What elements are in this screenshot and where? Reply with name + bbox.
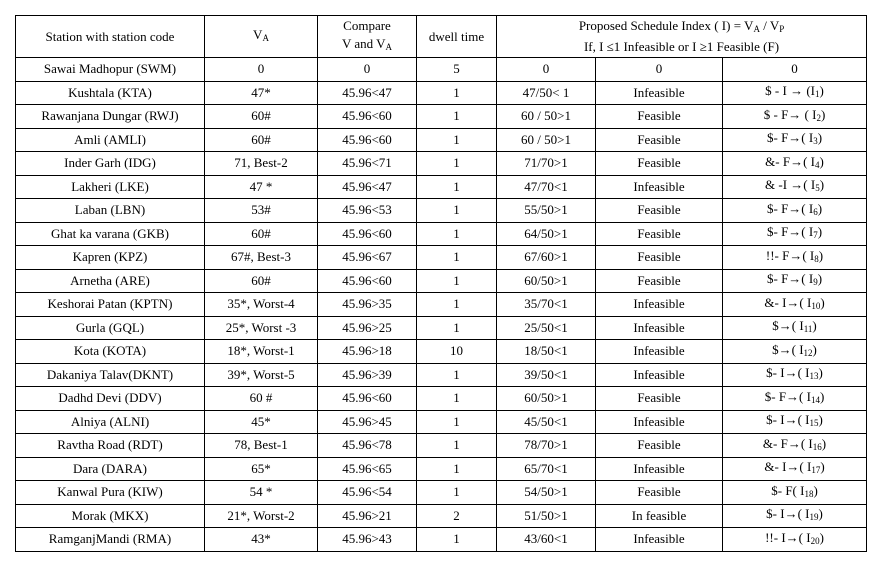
result-cell: Feasible — [596, 481, 723, 505]
symbol-subscript: 12 — [803, 347, 813, 358]
index-cell: 60 / 50>1 — [497, 128, 596, 152]
result-cell: Feasible — [596, 222, 723, 246]
va-cell: 60# — [205, 269, 318, 293]
table-row — [16, 199, 867, 223]
symbol-cell — [723, 340, 867, 364]
symbol-cell — [723, 481, 867, 505]
symbol-close-paren: ) — [817, 224, 823, 240]
station-cell: Laban (LBN) — [16, 199, 205, 223]
symbol-subscript: 5 — [815, 183, 820, 194]
result-cell: Infeasible — [596, 457, 723, 481]
dwell-cell: 1 — [417, 481, 497, 505]
symbol-subscript: 4 — [815, 159, 820, 170]
va-cell: 71, Best-2 — [205, 152, 318, 176]
symbol-text: $- F→( I — [764, 388, 811, 404]
table-row — [16, 105, 867, 129]
header-schedule-index: Proposed Schedule Index ( $I) = V_A / V_P$ If, I ≤1 Infeasible or I ≥1 Feasible (F) — [497, 16, 867, 58]
header-row — [16, 16, 867, 58]
dwell-cell: 10 — [417, 340, 497, 364]
symbol-subscript: 16 — [812, 441, 822, 452]
table-row — [16, 481, 867, 505]
symbol-subscript: 19 — [809, 512, 819, 523]
index-cell: 60 / 50>1 — [497, 105, 596, 129]
dwell-cell: 1 — [417, 434, 497, 458]
symbol-text: $- I→( I — [766, 412, 810, 428]
compare-cell: 0 — [318, 58, 417, 82]
index-cell: 39/50<1 — [497, 363, 596, 387]
compare-cell: 45.96<47 — [318, 175, 417, 199]
table-row — [16, 222, 867, 246]
symbol-text: $ - I → (I — [765, 83, 815, 99]
symbol-close-paren: ) — [812, 341, 817, 357]
index-cell: 43/60<1 — [497, 528, 596, 552]
va-cell: 67#, Best-3 — [205, 246, 318, 270]
index-cell: 78/70>1 — [497, 434, 596, 458]
result-cell: Feasible — [596, 199, 723, 223]
table-row — [16, 128, 867, 152]
symbol-cell — [723, 457, 867, 481]
dwell-cell: 1 — [417, 152, 497, 176]
va-cell: 21*, Worst-2 — [205, 504, 318, 528]
symbol-subscript: 2 — [816, 112, 821, 123]
index-cell: 47/50< 1 — [497, 81, 596, 105]
symbol-cell — [723, 105, 867, 129]
result-cell: Feasible — [596, 128, 723, 152]
symbol-cell — [723, 504, 867, 528]
symbol-subscript: 7 — [813, 230, 818, 241]
table-row — [16, 293, 867, 317]
station-cell: Amli (AMLI) — [16, 128, 205, 152]
table-row — [16, 434, 867, 458]
va-cell: 60# — [205, 222, 318, 246]
dwell-cell: 1 — [417, 175, 497, 199]
dwell-cell: 1 — [417, 410, 497, 434]
symbol-subscript: 17 — [811, 465, 821, 476]
table-row — [16, 387, 867, 411]
symbol-close-paren: ) — [820, 106, 826, 122]
result-cell: Infeasible — [596, 340, 723, 364]
table-row — [16, 152, 867, 176]
index-cell: 51/50>1 — [497, 504, 596, 528]
table-row — [16, 457, 867, 481]
table-row — [16, 504, 867, 528]
symbol-close-paren: ) — [817, 130, 823, 146]
station-cell: Gurla (GQL) — [16, 316, 205, 340]
result-cell: In feasible — [596, 504, 723, 528]
symbol-text: $- F→( I — [766, 271, 814, 287]
station-cell: Alniya (ALNI) — [16, 410, 205, 434]
symbol-text: $→( I — [772, 341, 804, 357]
symbol-text: !!- F→( I — [765, 247, 815, 263]
dwell-cell: 1 — [417, 269, 497, 293]
result-cell: Feasible — [596, 246, 723, 270]
header-dwell: dwell time — [417, 16, 497, 58]
compare-cell: 45.96<53 — [318, 199, 417, 223]
symbol-text: $- F→( I — [766, 130, 814, 146]
symbol-cell — [723, 293, 867, 317]
symbol-close-paren: ) — [817, 200, 823, 216]
symbol-cell — [723, 387, 867, 411]
table-row — [16, 316, 867, 340]
symbol-subscript: 14 — [810, 394, 820, 405]
station-cell: Dadhd Devi (DDV) — [16, 387, 205, 411]
result-cell: Infeasible — [596, 410, 723, 434]
index-cell: 54/50>1 — [497, 481, 596, 505]
index-cell: 25/50<1 — [497, 316, 596, 340]
symbol-cell — [723, 410, 867, 434]
index-cell: 35/70<1 — [497, 293, 596, 317]
va-cell: 54 * — [205, 481, 318, 505]
station-cell: Kota (KOTA) — [16, 340, 205, 364]
station-cell: Kapren (KPZ) — [16, 246, 205, 270]
symbol-cell — [723, 363, 867, 387]
compare-cell: 45.96<60 — [318, 105, 417, 129]
compare-cell: 45.96<47 — [318, 81, 417, 105]
result-cell: Infeasible — [596, 363, 723, 387]
station-cell: Inder Garh (IDG) — [16, 152, 205, 176]
header-compare: Compare V and $V_A$ — [318, 16, 417, 58]
va-cell: 53# — [205, 199, 318, 223]
va-cell: 25*, Worst -3 — [205, 316, 318, 340]
symbol-close-paren: ) — [821, 435, 827, 451]
index-cell: 45/50<1 — [497, 410, 596, 434]
va-cell: 78, Best-1 — [205, 434, 318, 458]
station-cell: Ghat ka varana (GKB) — [16, 222, 205, 246]
symbol-close-paren: ) — [818, 365, 823, 381]
compare-cell: 45.96>21 — [318, 504, 417, 528]
symbol-close-paren: ) — [813, 482, 818, 498]
symbol-close-paren: ) — [819, 153, 824, 169]
result-cell: Feasible — [596, 269, 723, 293]
symbol-cell — [723, 269, 867, 293]
dwell-cell: 1 — [417, 457, 497, 481]
symbol-subscript: 3 — [813, 136, 818, 147]
symbol-subscript: 10 — [811, 300, 821, 311]
dwell-cell: 1 — [417, 316, 497, 340]
compare-cell: 45.96<60 — [318, 128, 417, 152]
result-cell: Feasible — [596, 152, 723, 176]
dwell-cell: 2 — [417, 504, 497, 528]
symbol-close-paren: ) — [820, 294, 825, 310]
va-cell: 60# — [205, 128, 318, 152]
symbol-close-paren: ) — [819, 177, 825, 193]
symbol-subscript: 15 — [809, 418, 819, 429]
va-cell: 45* — [205, 410, 318, 434]
index-cell: 64/50>1 — [497, 222, 596, 246]
station-cell: Sawai Madhopur (SWM) — [16, 58, 205, 82]
schedule-table — [15, 15, 867, 552]
symbol-close-paren: ) — [819, 529, 824, 545]
symbol-cell — [723, 222, 867, 246]
va-cell: 43* — [205, 528, 318, 552]
compare-cell: 45.96>43 — [318, 528, 417, 552]
symbol-text: $→( I — [772, 318, 804, 334]
symbol-text: $- I→( I — [766, 365, 810, 381]
dwell-cell: 1 — [417, 128, 497, 152]
header-station: Station with station code — [16, 16, 205, 58]
compare-cell: 45.96>39 — [318, 363, 417, 387]
symbol-cell — [723, 128, 867, 152]
symbol-text: $- F→( I — [766, 224, 814, 240]
compare-cell: 45.96<54 — [318, 481, 417, 505]
symbol-close-paren: ) — [818, 247, 824, 263]
va-cell: 65* — [205, 457, 318, 481]
compare-cell: 45.96<78 — [318, 434, 417, 458]
station-cell: Dakaniya Talav(DKNT) — [16, 363, 205, 387]
station-cell: Rawanjana Dungar (RWJ) — [16, 105, 205, 129]
dwell-cell: 1 — [417, 246, 497, 270]
station-cell: Ravtha Road (RDT) — [16, 434, 205, 458]
station-cell: Lakheri (LKE) — [16, 175, 205, 199]
symbol-cell — [723, 81, 867, 105]
symbol-cell — [723, 316, 867, 340]
symbol-text: 0 — [791, 61, 798, 77]
index-cell: 60/50>1 — [497, 387, 596, 411]
symbol-text: & -I →( I — [765, 177, 816, 193]
symbol-close-paren: ) — [818, 506, 823, 522]
symbol-text: $ - F→ ( I — [763, 106, 817, 122]
symbol-cell — [723, 199, 867, 223]
symbol-text: $- F→( I — [766, 200, 814, 216]
result-cell: Infeasible — [596, 175, 723, 199]
result-cell: Infeasible — [596, 316, 723, 340]
symbol-subscript: 13 — [809, 371, 819, 382]
index-cell: 0 — [497, 58, 596, 82]
dwell-cell: 1 — [417, 81, 497, 105]
compare-cell: 45.96<71 — [318, 152, 417, 176]
index-cell: 71/70>1 — [497, 152, 596, 176]
symbol-text: &- F→( I — [762, 435, 813, 451]
dwell-cell: 1 — [417, 528, 497, 552]
va-cell: 47* — [205, 81, 318, 105]
table-row — [16, 269, 867, 293]
station-cell: Kanwal Pura (KIW) — [16, 481, 205, 505]
table-row — [16, 58, 867, 82]
table-row — [16, 340, 867, 364]
symbol-close-paren: ) — [817, 271, 823, 287]
compare-cell: 45.96>18 — [318, 340, 417, 364]
symbol-subscript: 8 — [814, 253, 819, 264]
compare-cell: 45.96<65 — [318, 457, 417, 481]
symbol-subscript: 20 — [810, 535, 820, 546]
symbol-cell — [723, 175, 867, 199]
symbol-cell — [723, 528, 867, 552]
va-cell: 18*, Worst-1 — [205, 340, 318, 364]
symbol-subscript: 18 — [804, 488, 814, 499]
station-cell: Arnetha (ARE) — [16, 269, 205, 293]
table-row — [16, 363, 867, 387]
result-cell: Feasible — [596, 387, 723, 411]
symbol-cell — [723, 58, 867, 82]
result-cell: Feasible — [596, 434, 723, 458]
index-cell: 47/70<1 — [497, 175, 596, 199]
dwell-cell: 1 — [417, 293, 497, 317]
va-cell: 0 — [205, 58, 318, 82]
symbol-text: &- I→( I — [764, 459, 812, 475]
dwell-cell: 1 — [417, 199, 497, 223]
symbol-cell — [723, 246, 867, 270]
result-cell: Infeasible — [596, 528, 723, 552]
symbol-close-paren: ) — [819, 83, 824, 99]
symbol-subscript: 6 — [813, 206, 818, 217]
station-cell: Dara (DARA) — [16, 457, 205, 481]
symbol-close-paren: ) — [820, 459, 825, 475]
symbol-text: $- F( I — [771, 482, 805, 498]
dwell-cell: 1 — [417, 222, 497, 246]
symbol-close-paren: ) — [819, 388, 825, 404]
dwell-cell: 1 — [417, 363, 497, 387]
symbol-subscript: 9 — [813, 277, 818, 288]
va-cell: 60 # — [205, 387, 318, 411]
dwell-cell: 1 — [417, 387, 497, 411]
symbol-cell — [723, 152, 867, 176]
compare-cell: 45.96>25 — [318, 316, 417, 340]
dwell-cell: 1 — [417, 105, 497, 129]
index-cell: 18/50<1 — [497, 340, 596, 364]
compare-cell: 45.96>45 — [318, 410, 417, 434]
symbol-subscript: 11 — [803, 324, 813, 335]
va-cell: 47 * — [205, 175, 318, 199]
station-cell: RamganjMandi (RMA) — [16, 528, 205, 552]
va-cell: 39*, Worst-5 — [205, 363, 318, 387]
compare-cell: 45.96>35 — [318, 293, 417, 317]
symbol-cell — [723, 434, 867, 458]
symbol-text: !!- I→( I — [765, 529, 811, 545]
compare-cell: 45.96<60 — [318, 222, 417, 246]
va-cell: 35*, Worst-4 — [205, 293, 318, 317]
header-va: $V_A$ — [205, 16, 318, 58]
index-cell: 67/60>1 — [497, 246, 596, 270]
index-cell: 55/50>1 — [497, 199, 596, 223]
table-row — [16, 410, 867, 434]
station-cell: Morak (MKX) — [16, 504, 205, 528]
index-cell: 65/70<1 — [497, 457, 596, 481]
result-cell: Infeasible — [596, 81, 723, 105]
table-row — [16, 175, 867, 199]
symbol-text: $- I→( I — [766, 506, 810, 522]
index-cell: 60/50>1 — [497, 269, 596, 293]
compare-cell: 45.96<60 — [318, 269, 417, 293]
station-cell: Keshorai Patan (KPTN) — [16, 293, 205, 317]
dwell-cell: 5 — [417, 58, 497, 82]
table-row — [16, 81, 867, 105]
station-cell: Kushtala (KTA) — [16, 81, 205, 105]
symbol-close-paren: ) — [818, 412, 823, 428]
table-row — [16, 528, 867, 552]
symbol-text: &- I→( I — [764, 294, 812, 310]
result-cell: Feasible — [596, 105, 723, 129]
result-cell: 0 — [596, 58, 723, 82]
table-row — [16, 246, 867, 270]
symbol-close-paren: ) — [812, 318, 817, 334]
symbol-subscript: 1 — [815, 89, 820, 100]
symbol-text: &- F→( I — [765, 153, 816, 169]
result-cell: Infeasible — [596, 293, 723, 317]
compare-cell: 45.96<60 — [318, 387, 417, 411]
va-cell: 60# — [205, 105, 318, 129]
compare-cell: 45.96<67 — [318, 246, 417, 270]
